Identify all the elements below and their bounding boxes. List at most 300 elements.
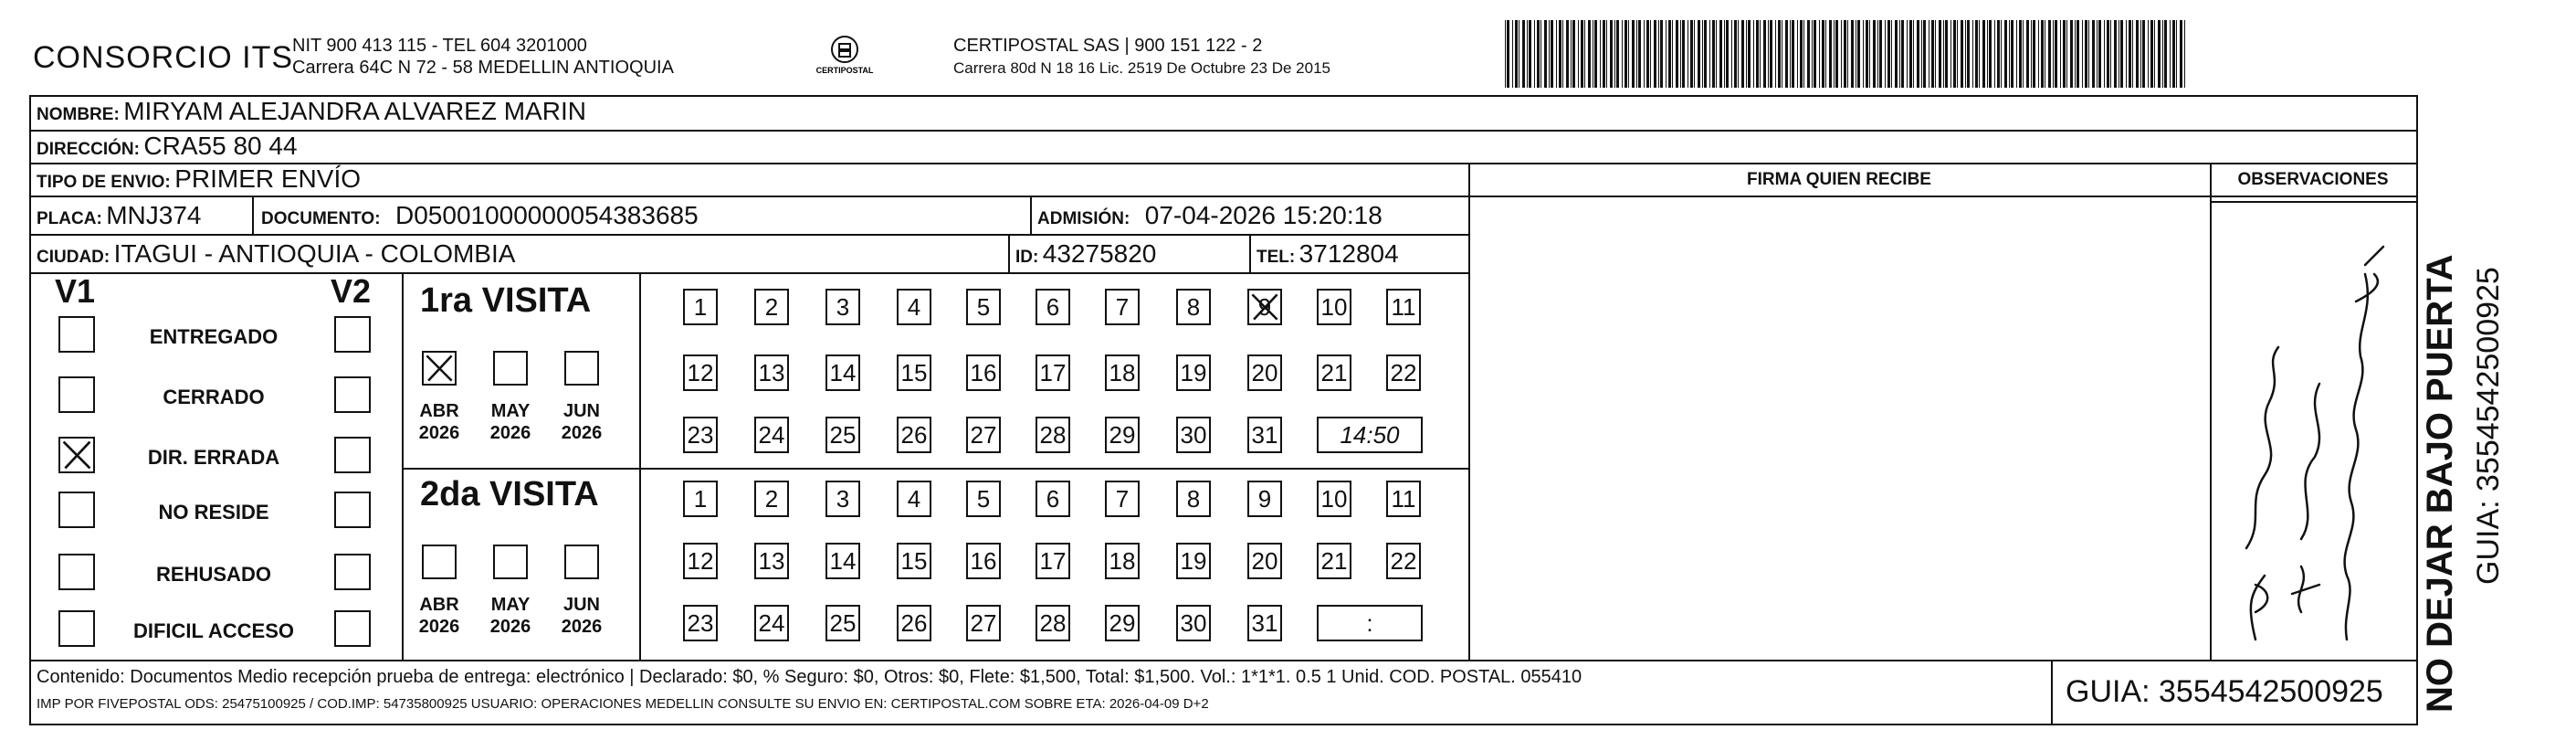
documento-label: DOCUMENTO: xyxy=(261,209,381,228)
barcode-bar xyxy=(1660,20,1663,88)
barcode-bar xyxy=(1987,20,1988,88)
barcode-bar xyxy=(2150,20,2153,88)
visit2-day-box[interactable]: 25 xyxy=(825,605,860,641)
visit1-month-checkbox[interactable] xyxy=(564,351,599,386)
v1-checkbox[interactable] xyxy=(58,492,95,528)
barcode-bar xyxy=(1748,20,1751,88)
barcode-bar xyxy=(2016,20,2017,88)
company-address: Carrera 64C N 72 - 58 MEDELLIN ANTIOQUIA xyxy=(292,58,674,78)
visit2-day-box[interactable]: 10 xyxy=(1317,481,1351,517)
barcode-bar xyxy=(2110,20,2111,88)
barcode-bar xyxy=(2033,20,2035,88)
barcode-bar xyxy=(1638,20,1641,88)
barcode-bar xyxy=(2001,20,2002,88)
barcode-bar xyxy=(1863,20,1864,88)
barcode-bar xyxy=(2070,20,2073,88)
barcode-bar xyxy=(1614,20,1615,88)
barcode-bar xyxy=(1979,20,1980,88)
tel-value: 3712804 xyxy=(1299,239,1399,268)
barcode-bar xyxy=(2009,20,2010,88)
barcode-bar xyxy=(2172,20,2175,88)
barcode-bar xyxy=(1522,20,1525,88)
barcode-bar xyxy=(1537,20,1540,88)
barcode-bar xyxy=(2164,20,2167,88)
barcode-bar xyxy=(2075,20,2076,88)
visit1-day-box[interactable]: 24 xyxy=(754,417,789,453)
barcode-bar xyxy=(1731,20,1732,88)
barcode-bar xyxy=(1829,20,1832,88)
logo-text: CERTIPOSTAL xyxy=(815,66,874,75)
nombre-row xyxy=(37,97,586,126)
barcode-bar xyxy=(1841,20,1842,88)
barcode-bar xyxy=(1913,20,1914,88)
visit1-day-box[interactable]: 28 xyxy=(1036,417,1070,453)
tipo-label: TIPO DE ENVIO: xyxy=(37,173,171,192)
barcode-bar xyxy=(1646,20,1649,88)
barcode-bar xyxy=(1676,20,1678,88)
barcode-bar xyxy=(1943,20,1944,88)
barcode-bar xyxy=(1909,20,1912,88)
barcode-bar xyxy=(1939,20,1941,88)
visit1-day-box[interactable]: 16 xyxy=(966,354,1001,391)
barcode-bar xyxy=(1982,20,1985,88)
barcode-bar xyxy=(1885,20,1886,88)
barcode-bar xyxy=(1778,20,1781,88)
visit1-day-box[interactable]: 1 xyxy=(683,289,718,325)
barcode-bar xyxy=(1763,20,1766,88)
visit1-month-label: MAY 2026 xyxy=(489,401,531,443)
ciudad-label: CIUDAD: xyxy=(37,248,110,267)
v2-label: V2 xyxy=(331,272,372,310)
v1-checkbox[interactable] xyxy=(58,437,95,473)
visit2-day-box[interactable]: 11 xyxy=(1386,481,1421,517)
barcode-bar xyxy=(1581,20,1583,88)
barcode-bar xyxy=(1507,20,1509,88)
admision-value: 07-04-2026 15:20:18 xyxy=(1144,201,1383,229)
visit2-day-box[interactable]: 24 xyxy=(754,605,789,641)
visit1-day-box[interactable]: 18 xyxy=(1105,354,1140,391)
barcode-bar xyxy=(1825,20,1826,88)
ciudad-cell xyxy=(37,239,515,269)
visit1-day-box[interactable]: 20 xyxy=(1247,354,1282,391)
barcode xyxy=(1505,18,2190,90)
nombre-label: NOMBRE: xyxy=(37,105,120,124)
visit1-day-box[interactable]: 4 xyxy=(897,289,931,325)
barcode-bar xyxy=(1572,20,1575,88)
barcode-bar xyxy=(1610,20,1613,88)
barcode-bar xyxy=(1972,20,1973,88)
reason-label: ENTREGADO xyxy=(149,325,279,348)
barcode-bar xyxy=(2031,20,2032,88)
barcode-bar xyxy=(2038,20,2039,88)
v2-checkbox[interactable] xyxy=(334,554,371,590)
visit1-day-box[interactable]: 30 xyxy=(1176,417,1211,453)
v1-checkbox[interactable] xyxy=(58,554,95,590)
barcode-bar xyxy=(1844,20,1846,88)
visit1-day-box[interactable]: 3 xyxy=(825,289,860,325)
visit2-day-box[interactable]: 4 xyxy=(897,481,931,517)
visit2-day-box[interactable]: 8 xyxy=(1176,481,1211,517)
barcode-bar xyxy=(1556,20,1557,88)
barcode-bar xyxy=(2053,20,2054,88)
tipo-value: PRIMER ENVÍO xyxy=(174,164,362,193)
barcode-bar xyxy=(1877,20,1878,88)
certipostal-logo-icon xyxy=(813,33,877,80)
barcode-bar xyxy=(1961,20,1963,88)
barcode-bar xyxy=(2114,20,2117,88)
tel-label: TEL: xyxy=(1256,248,1296,267)
barcode-bar xyxy=(2170,20,2171,88)
barcode-bar xyxy=(1822,20,1824,88)
visit2-day-box[interactable]: 17 xyxy=(1036,543,1070,579)
barcode-bar xyxy=(1797,20,1798,88)
visit1-month-checkbox[interactable] xyxy=(493,351,528,386)
visit1-day-box[interactable]: 26 xyxy=(897,417,931,453)
visit2-day-box[interactable]: 9 xyxy=(1247,481,1282,517)
barcode-bar xyxy=(1719,20,1722,88)
barcode-bar xyxy=(1515,20,1518,88)
footer-content: Contenido: Documentos Medio recepción prueba de entrega: electrónico | Declarado: $0, % Seguro: $0, Otros: $0, Flete: $1,500, Total: $1,500. Vol.: 1*1*1. 0.5 1 Unid. COD. POSTAL. 055410 xyxy=(37,667,1582,687)
v2-checkbox[interactable] xyxy=(334,437,371,473)
footer-guia: GUIA: 3554542500925 xyxy=(2066,674,2383,709)
barcode-bar xyxy=(1594,20,1597,88)
barcode-bar xyxy=(1814,20,1816,88)
visit1-day-box[interactable]: 17 xyxy=(1036,354,1070,391)
observaciones-label: OBSERVACIONES xyxy=(2237,170,2389,189)
barcode-bar xyxy=(1658,20,1659,88)
id-label: ID: xyxy=(1015,248,1039,267)
barcode-bar xyxy=(1807,20,1810,88)
barcode-bar xyxy=(1666,20,1667,88)
barcode-bar xyxy=(1704,20,1707,88)
visit2-day-box[interactable]: 13 xyxy=(754,543,789,579)
visit1-day-box[interactable]: 22 xyxy=(1386,354,1421,391)
visit2-time-box[interactable]: : xyxy=(1317,605,1423,641)
visit1-month-label: JUN 2026 xyxy=(561,401,603,443)
visit2-day-box[interactable]: 29 xyxy=(1105,605,1140,641)
barcode-bar xyxy=(1917,20,1919,88)
barcode-bar xyxy=(1603,20,1605,88)
documento-value: D05001000000054383685 xyxy=(395,201,699,229)
v1-checkbox[interactable] xyxy=(58,316,95,353)
barcode-bar xyxy=(1632,20,1635,88)
barcode-bar xyxy=(2129,20,2131,88)
visit2-title: 2da VISITA xyxy=(420,475,599,513)
barcode-bar xyxy=(1512,20,1513,88)
barcode-bar xyxy=(1879,20,1882,88)
barcode-bar xyxy=(2162,20,2163,88)
barcode-bar xyxy=(2019,20,2022,88)
visit1-day-box[interactable]: 25 xyxy=(825,417,860,453)
visit2-day-box[interactable]: 26 xyxy=(897,605,931,641)
barcode-bar xyxy=(2004,20,2007,88)
barcode-bar xyxy=(1616,20,1619,88)
barcode-bar xyxy=(1734,20,1737,88)
barcode-bar xyxy=(1566,20,1569,88)
visit2-day-box[interactable]: 1 xyxy=(683,481,718,517)
visit1-day-box[interactable]: 15 xyxy=(897,354,931,391)
barcode-bar xyxy=(2104,20,2105,88)
barcode-bar xyxy=(2041,20,2044,88)
v2-checkbox[interactable] xyxy=(334,610,371,647)
visit1-day-box[interactable]: 5 xyxy=(966,289,1001,325)
barcode-bar xyxy=(2023,20,2024,88)
barcode-bar xyxy=(1746,20,1747,88)
visit1-day-box[interactable]: 19 xyxy=(1176,354,1211,391)
visit1-day-box[interactable]: 23 xyxy=(683,417,718,453)
barcode-bar xyxy=(2098,20,2101,88)
barcode-bar xyxy=(1668,20,1671,88)
barcode-bar xyxy=(1921,20,1922,88)
ciudad-value: ITAGUI - ANTIOQUIA - COLOMBIA xyxy=(113,239,516,268)
barcode-bar xyxy=(1891,20,1892,88)
barcode-bar xyxy=(1534,20,1535,88)
barcode-bar xyxy=(1600,20,1601,88)
barcode-bar xyxy=(2132,20,2133,88)
company-nit: NIT 900 413 115 - TEL 604 3201000 xyxy=(292,36,587,56)
visit2-day-box[interactable]: 27 xyxy=(966,605,1001,641)
barcode-bar xyxy=(1650,20,1651,88)
visit2-day-box[interactable]: 7 xyxy=(1105,481,1140,517)
barcode-bar xyxy=(1800,20,1803,88)
visit2-day-box[interactable]: 3 xyxy=(825,481,860,517)
barcode-bar xyxy=(1694,20,1695,88)
v1-checkbox[interactable] xyxy=(58,610,95,647)
reason-label: DIFICIL ACCESO xyxy=(132,619,294,642)
barcode-bar xyxy=(1654,20,1656,88)
barcode-bar xyxy=(2097,20,2098,88)
nombre-value: MIRYAM ALEJANDRA ALVAREZ MARIN xyxy=(123,97,586,125)
barcode-bar xyxy=(1726,20,1729,88)
carrier-address: Carrera 80d N 18 16 Lic. 2519 De Octubre 23 De 2015 xyxy=(953,59,1330,77)
barcode-bar xyxy=(2107,20,2109,88)
barcode-bar xyxy=(1682,20,1685,88)
visit1-day-box[interactable]: 31 xyxy=(1247,417,1282,453)
barcode-bar xyxy=(1712,20,1715,88)
visit2-day-box[interactable]: 18 xyxy=(1105,543,1140,579)
visit1-day-box[interactable]: 29 xyxy=(1105,417,1140,453)
barcode-bar xyxy=(2060,20,2061,88)
barcode-bar xyxy=(2077,20,2079,88)
barcode-bar xyxy=(1812,20,1813,88)
barcode-bar xyxy=(2026,20,2029,88)
barcode-bar xyxy=(2048,20,2051,88)
v2-checkbox[interactable] xyxy=(334,376,371,413)
barcode-bar xyxy=(2092,20,2095,88)
visit2-day-box[interactable]: 5 xyxy=(966,481,1001,517)
barcode-bar xyxy=(1680,20,1681,88)
barcode-bar xyxy=(1584,20,1585,88)
barcode-bar xyxy=(1529,20,1531,88)
barcode-bar xyxy=(1895,20,1898,88)
visit1-day-box[interactable]: 10 xyxy=(1317,289,1351,325)
visit1-day-box[interactable]: 6 xyxy=(1036,289,1070,325)
visit2-month-label: JUN 2026 xyxy=(561,595,603,637)
visit1-day-box[interactable]: 21 xyxy=(1317,354,1351,391)
visit1-day-box[interactable]: 7 xyxy=(1105,289,1140,325)
visit1-month-checkbox[interactable] xyxy=(422,351,457,386)
barcode-bar xyxy=(1957,20,1958,88)
barcode-bar xyxy=(1551,20,1553,88)
barcode-bar xyxy=(1606,20,1607,88)
v2-checkbox[interactable] xyxy=(334,492,371,528)
direccion-value: CRA55 80 44 xyxy=(143,132,298,160)
barcode-bar xyxy=(2085,20,2087,88)
placa-label: PLACA: xyxy=(37,209,102,228)
barcode-bar xyxy=(1540,20,1541,88)
barcode-bar xyxy=(2142,20,2145,88)
barcode-bar xyxy=(1636,20,1637,88)
barcode-bar xyxy=(1997,20,2000,88)
visit1-time-box[interactable]: 14:50 xyxy=(1317,417,1423,453)
barcode-bar xyxy=(1950,20,1951,88)
barcode-bar xyxy=(1907,20,1908,88)
visit2-month-checkbox[interactable] xyxy=(422,545,457,579)
barcode-bar xyxy=(2154,20,2155,88)
barcode-bar xyxy=(1953,20,1956,88)
barcode-bar xyxy=(1738,20,1739,88)
visit2-day-box[interactable]: 30 xyxy=(1176,605,1211,641)
admision-label: ADMISIÓN: xyxy=(1037,209,1130,228)
id-value: 43275820 xyxy=(1042,239,1157,268)
visit1-day-box[interactable]: 2 xyxy=(754,289,789,325)
barcode-bar xyxy=(1901,20,1904,88)
barcode-bar xyxy=(1628,20,1629,88)
barcode-bar xyxy=(1923,20,1926,88)
barcode-bar xyxy=(2176,20,2177,88)
barcode-bar xyxy=(1768,20,1769,88)
barcode-bar xyxy=(1544,20,1547,88)
barcode-bar xyxy=(1994,20,1995,88)
barcode-bar xyxy=(1690,20,1693,88)
visit2-day-box[interactable]: 20 xyxy=(1247,543,1282,579)
barcode-bar xyxy=(1698,20,1700,88)
barcode-bar xyxy=(1931,20,1934,88)
visit1-day-box[interactable]: 14 xyxy=(825,354,860,391)
barcode-bar xyxy=(1775,20,1776,88)
barcode-bar xyxy=(1562,20,1563,88)
barcode-bar xyxy=(1624,20,1627,88)
barcode-bar xyxy=(1741,20,1744,88)
barcode-bar xyxy=(1965,20,1966,88)
company-name: CONSORCIO ITS xyxy=(33,40,294,75)
visit2-day-box[interactable]: 14 xyxy=(825,543,860,579)
visit2-day-box[interactable]: 16 xyxy=(966,543,1001,579)
visit2-day-box[interactable]: 12 xyxy=(683,543,718,579)
reason-label: REHUSADO xyxy=(156,563,271,586)
visit2-day-box[interactable]: 23 xyxy=(683,605,718,641)
side-guia: GUIA: 3554542500925 xyxy=(2471,267,2506,585)
visit2-day-box[interactable]: 19 xyxy=(1176,543,1211,579)
observaciones-handwriting xyxy=(2228,210,2411,649)
barcode-bar xyxy=(1756,20,1759,88)
reason-label: NO RESIDE xyxy=(158,501,269,524)
barcode-bar xyxy=(1851,20,1854,88)
barcode-bar xyxy=(1866,20,1868,88)
visit2-month-checkbox[interactable] xyxy=(493,545,528,579)
barcode-bar xyxy=(1549,20,1550,88)
barcode-bar xyxy=(1578,20,1579,88)
barcode-bar xyxy=(1887,20,1890,88)
v1-label: V1 xyxy=(55,272,96,310)
reason-label: CERRADO xyxy=(163,386,265,408)
firma-label: FIRMA QUIEN RECIBE xyxy=(1747,170,1931,189)
barcode-bar xyxy=(1760,20,1761,88)
visit2-month-checkbox[interactable] xyxy=(564,545,599,579)
barcode-bar xyxy=(1989,20,1992,88)
barcode-bar xyxy=(1527,20,1528,88)
admision-cell xyxy=(1037,201,1383,230)
barcode-bar xyxy=(2184,20,2185,88)
documento-cell xyxy=(261,201,699,230)
side-warning: NO DEJAR BAJO PUERTA xyxy=(2420,254,2460,713)
barcode-bar xyxy=(2066,20,2067,88)
visit2-day-box[interactable]: 22 xyxy=(1386,543,1421,579)
visit1-day-box[interactable]: 9 xyxy=(1247,289,1282,325)
barcode-bar xyxy=(1716,20,1717,88)
v1-checkbox[interactable] xyxy=(58,376,95,413)
barcode-bar xyxy=(1835,20,1838,88)
barcode-bar xyxy=(1873,20,1876,88)
barcode-bar xyxy=(2011,20,2013,88)
placa-cell xyxy=(37,201,202,230)
visit2-month-label: ABR 2026 xyxy=(418,595,460,637)
barcode-bar xyxy=(1834,20,1835,88)
barcode-bar xyxy=(1819,20,1820,88)
carrier-name: CERTIPOSTAL SAS | 900 151 122 - 2 xyxy=(953,36,1263,56)
barcode-bar xyxy=(2158,20,2161,88)
visit1-day-box[interactable]: 11 xyxy=(1386,289,1421,325)
barcode-bar xyxy=(1975,20,1978,88)
barcode-bar xyxy=(1785,20,1788,88)
barcode-bar xyxy=(1790,20,1791,88)
tipo-row xyxy=(37,164,361,194)
visit2-day-box[interactable]: 15 xyxy=(897,543,931,579)
barcode-bar xyxy=(1847,20,1848,88)
visit1-month-label: ABR 2026 xyxy=(418,401,460,443)
visit2-day-box[interactable]: 6 xyxy=(1036,481,1070,517)
barcode-bar xyxy=(1505,20,1506,88)
barcode-bar xyxy=(2136,20,2139,88)
barcode-bar xyxy=(2055,20,2057,88)
id-cell xyxy=(1015,239,1156,269)
visit2-day-box[interactable]: 31 xyxy=(1247,605,1282,641)
visit1-day-box[interactable]: 8 xyxy=(1176,289,1211,325)
barcode-bar xyxy=(1945,20,1948,88)
barcode-bar xyxy=(1803,20,1804,88)
barcode-bar xyxy=(1792,20,1794,88)
visit2-day-box[interactable]: 28 xyxy=(1036,605,1070,641)
barcode-bar xyxy=(2180,20,2182,88)
visit2-day-box[interactable]: 2 xyxy=(754,481,789,517)
barcode-bar xyxy=(2088,20,2089,88)
visit2-day-box[interactable]: 21 xyxy=(1317,543,1351,579)
barcode-bar xyxy=(2148,20,2149,88)
v2-checkbox[interactable] xyxy=(334,316,371,353)
visit1-day-box[interactable]: 13 xyxy=(754,354,789,391)
barcode-bar xyxy=(1588,20,1591,88)
visit1-day-box[interactable]: 27 xyxy=(966,417,1001,453)
barcode-bar xyxy=(1770,20,1772,88)
barcode-bar xyxy=(1935,20,1936,88)
visit1-day-box[interactable]: 12 xyxy=(683,354,718,391)
visit2-month-label: MAY 2026 xyxy=(489,595,531,637)
barcode-bar xyxy=(1899,20,1900,88)
barcode-bar xyxy=(1709,20,1710,88)
barcode-bar xyxy=(1857,20,1860,88)
barcode-bar xyxy=(1724,20,1725,88)
footer-print-info: IMP POR FIVEPOSTAL ODS: 25475100925 / COD.IMP: 54735800925 USUARIO: OPERACIONES MEDELLIN CONSULTE SU ENVIO EN: CERTIPOSTAL.COM SOBRE ETA: 2026-04-09 D+2 xyxy=(37,696,1209,712)
